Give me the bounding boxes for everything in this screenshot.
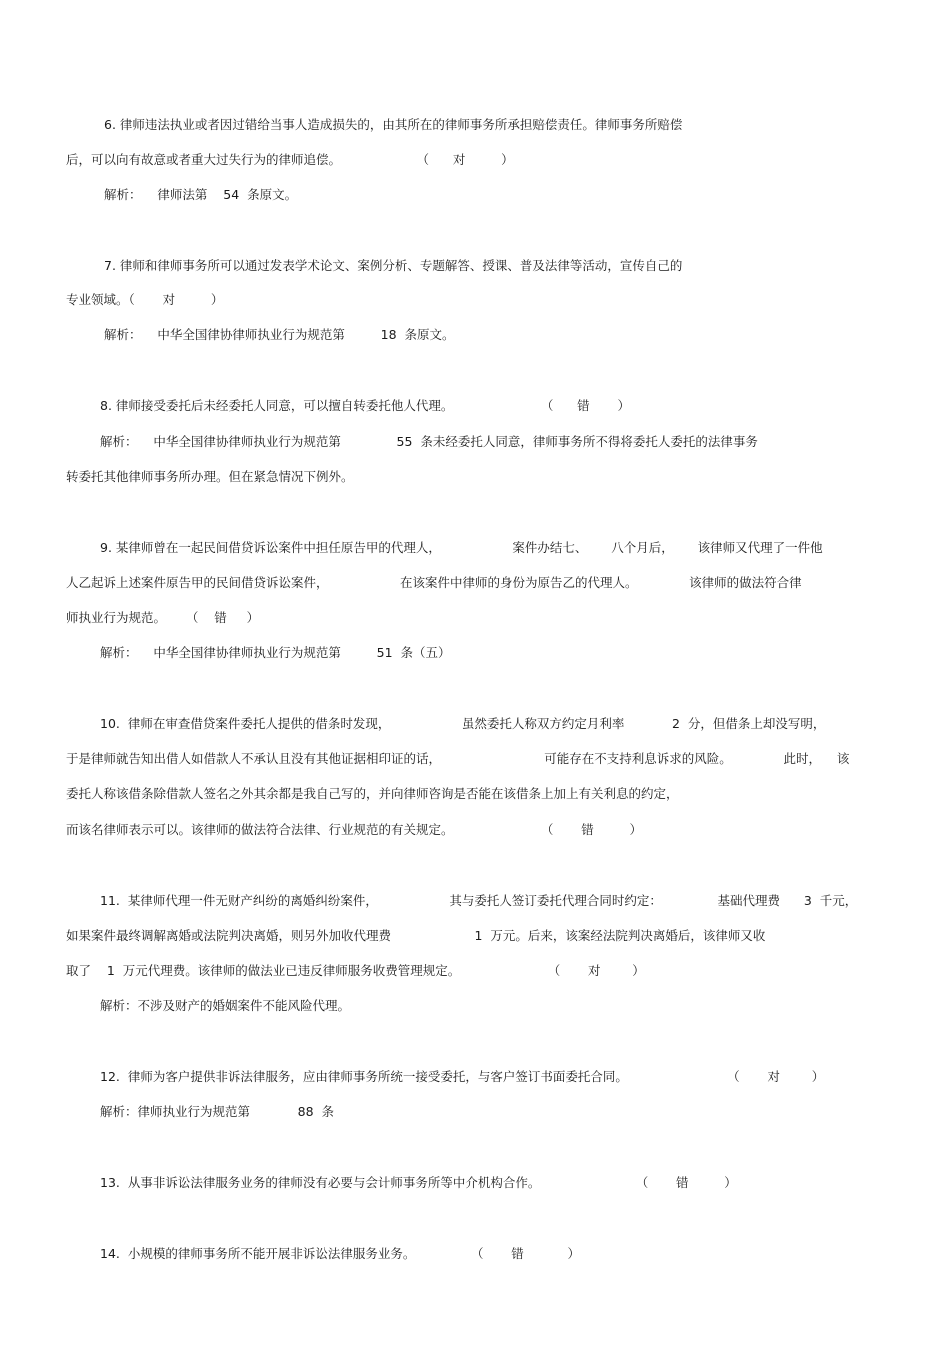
question-7-analysis: 解析： 中华全国律协律师执业行为规范第 18 条原文。 xyxy=(104,327,455,342)
question-13-line-1: 13. 从事非诉讼法律服务业务的律师没有必要与会计师事务所等中介机构合作。 （ 错 ） xyxy=(100,1175,737,1190)
question-11-line-1: 11. 某律师代理一件无财产纠纷的离婚纠纷案件， 其与委托人签订委托代理合同时约定： 基础代理费 3 千元， xyxy=(100,893,858,908)
question-6-line-1: 6. 律师违法执业或者因过错给当事人造成损失的，由其所在的律师事务所承担赔偿责任。律师事务所赔偿 xyxy=(104,117,683,132)
question-9-line-2: 人乙起诉上述案件原告甲的民间借贷诉讼案件， 在该案件中律师的身份为原告乙的代理人。 该律师的做法符合律 xyxy=(66,575,802,590)
question-9-analysis: 解析： 中华全国律协律师执业行为规范第 51 条（五） xyxy=(100,645,451,660)
question-6-analysis: 解析： 律师法第 54 条原文。 xyxy=(104,187,298,202)
question-8-analysis-1: 解析： 中华全国律协律师执业行为规范第 55 条未经委托人同意，律师事务所不得将委托人委托的法律事务 xyxy=(100,434,758,449)
question-10-line-3: 委托人称该借条除借款人签名之外其余都是我自己写的，并向律师咨询是否能在该借条上加上有关利息的约定， xyxy=(66,786,679,801)
question-11-line-3: 取了 1 万元代理费。该律师的做法业已违反律师服务收费管理规定。 （ 对 ） xyxy=(66,963,645,978)
question-7-line-1: 7. 律师和律师事务所可以通过发表学术论文、案例分析、专题解答、授课、普及法律等活动，宣传自己的 xyxy=(104,258,683,273)
question-14-line-1: 14. 小规模的律师事务所不能开展非诉讼法律服务业务。 （ 错 ） xyxy=(100,1246,580,1261)
question-11-line-2: 如果案件最终调解离婚或法院判决离婚，则另外加收代理费 1 万元。后来，该案经法院判决离婚后，该律师又收 xyxy=(66,928,766,943)
question-12-line-1: 12. 律师为客户提供非诉法律服务，应由律师事务所统一接受委托，与客户签订书面委托合同。 （ 对 ） xyxy=(100,1069,825,1084)
question-12-analysis: 解析：律师执业行为规范第 88 条 xyxy=(100,1104,335,1119)
question-6-line-2: 后，可以向有故意或者重大过失行为的律师追偿。 （ 对 ） xyxy=(66,152,514,167)
question-7-line-2: 专业领域。（ 对 ） xyxy=(66,292,224,307)
question-10-line-1: 10. 律师在审查借贷案件委托人提供的借条时发现， 虽然委托人称双方约定月利率 2 分，但借条上却没写明， xyxy=(100,716,826,731)
question-10-line-4: 而该名律师表示可以。该律师的做法符合法律、行业规范的有关规定。 （ 错 ） xyxy=(66,822,642,837)
question-9-line-1: 9. 某律师曾在一起民间借贷诉讼案件中担任原告甲的代理人， 案件办结七、 八个月后， 该律师又代理了一件他 xyxy=(100,540,823,555)
question-9-line-3: 师执业行为规范。 （ 错 ） xyxy=(66,610,260,625)
question-8-line-1: 8. 律师接受委托后未经委托人同意，可以擅自转委托他人代理。 （ 错 ） xyxy=(100,398,630,413)
question-11-analysis: 解析：不涉及财产的婚姻案件不能风险代理。 xyxy=(100,998,351,1013)
question-8-analysis-2: 转委托其他律师事务所办理。但在紧急情况下例外。 xyxy=(66,469,354,484)
question-10-line-2: 于是律师就告知出借人如借款人不承认且没有其他证据相印证的话， 可能存在不支持利息诉求的风险。 此时， 该 xyxy=(66,751,850,766)
